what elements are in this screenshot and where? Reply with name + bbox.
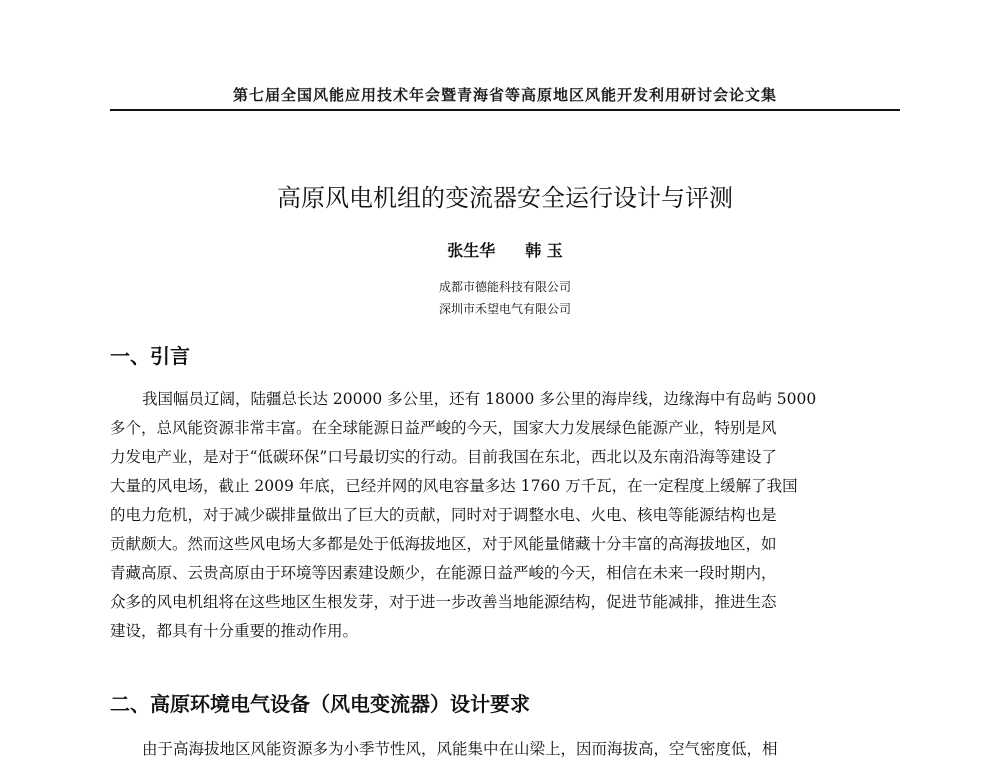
section-heading-introduction: 一、引言 xyxy=(110,344,190,368)
text-line: 大量的风电场，截止 2009 年底，已经并网的风电容量多达 1760 万千瓦，在一定程度上缓解了我国 xyxy=(110,477,798,495)
text-line: 众多的风电机组将在这些地区生根发芽，对于进一步改善当地能源结构，促进节能减排，推进生态 xyxy=(110,593,777,611)
text-line: 建设，都具有十分重要的推动作用。 xyxy=(110,622,359,640)
text-line: 力发电产业，是对于“低碳环保”口号最切实的行动。目前我国在东北，西北以及东南沿海等建设了 xyxy=(110,448,777,466)
text-line: 青藏高原、云贵高原由于环境等因素建设颇少，在能源日益严峻的今天，相信在未来一段时期内， xyxy=(110,564,777,582)
affiliation: 成都市德能科技有限公司 xyxy=(438,280,571,294)
author-name: 韩 玉 xyxy=(525,241,563,260)
running-header: 第七届全国风能应用技术年会暨青海省等高原地区风能开发利用研讨会论文集 xyxy=(232,86,777,104)
paragraph-introduction xyxy=(110,385,900,646)
author-name: 张生华 xyxy=(447,241,496,260)
header-rule xyxy=(110,109,900,111)
text-line: 贡献颇大。然而这些风电场大多都是处于低海拔地区，对于风能量储藏十分丰富的高海拔地区，如 xyxy=(110,535,777,553)
section-heading-design-requirements: 二、高原环境电气设备（风电变流器）设计要求 xyxy=(110,692,530,716)
text-line: 的电力危机，对于减少碳排量做出了巨大的贡献，同时对于调整水电、火电、核电等能源结构也是 xyxy=(110,506,777,524)
text-line: 多个，总风能资源非常丰富。在全球能源日益严峻的今天，国家大力发展绿色能源产业，特别是风 xyxy=(110,419,777,437)
author-list xyxy=(110,238,900,261)
text-line: 由于高海拔地区风能资源多为小季节性风，风能集中在山梁上，因而海拔高，空气密度低，相 xyxy=(142,740,778,758)
text-line: 我国幅员辽阔，陆疆总长达 20000 多公里，还有 18000 多公里的海岸线，边缘海中有岛屿 5000 xyxy=(142,390,817,408)
paper-title: 高原风电机组的变流器安全运行设计与评测 xyxy=(277,184,733,212)
affiliation: 深圳市禾望电气有限公司 xyxy=(438,302,571,316)
